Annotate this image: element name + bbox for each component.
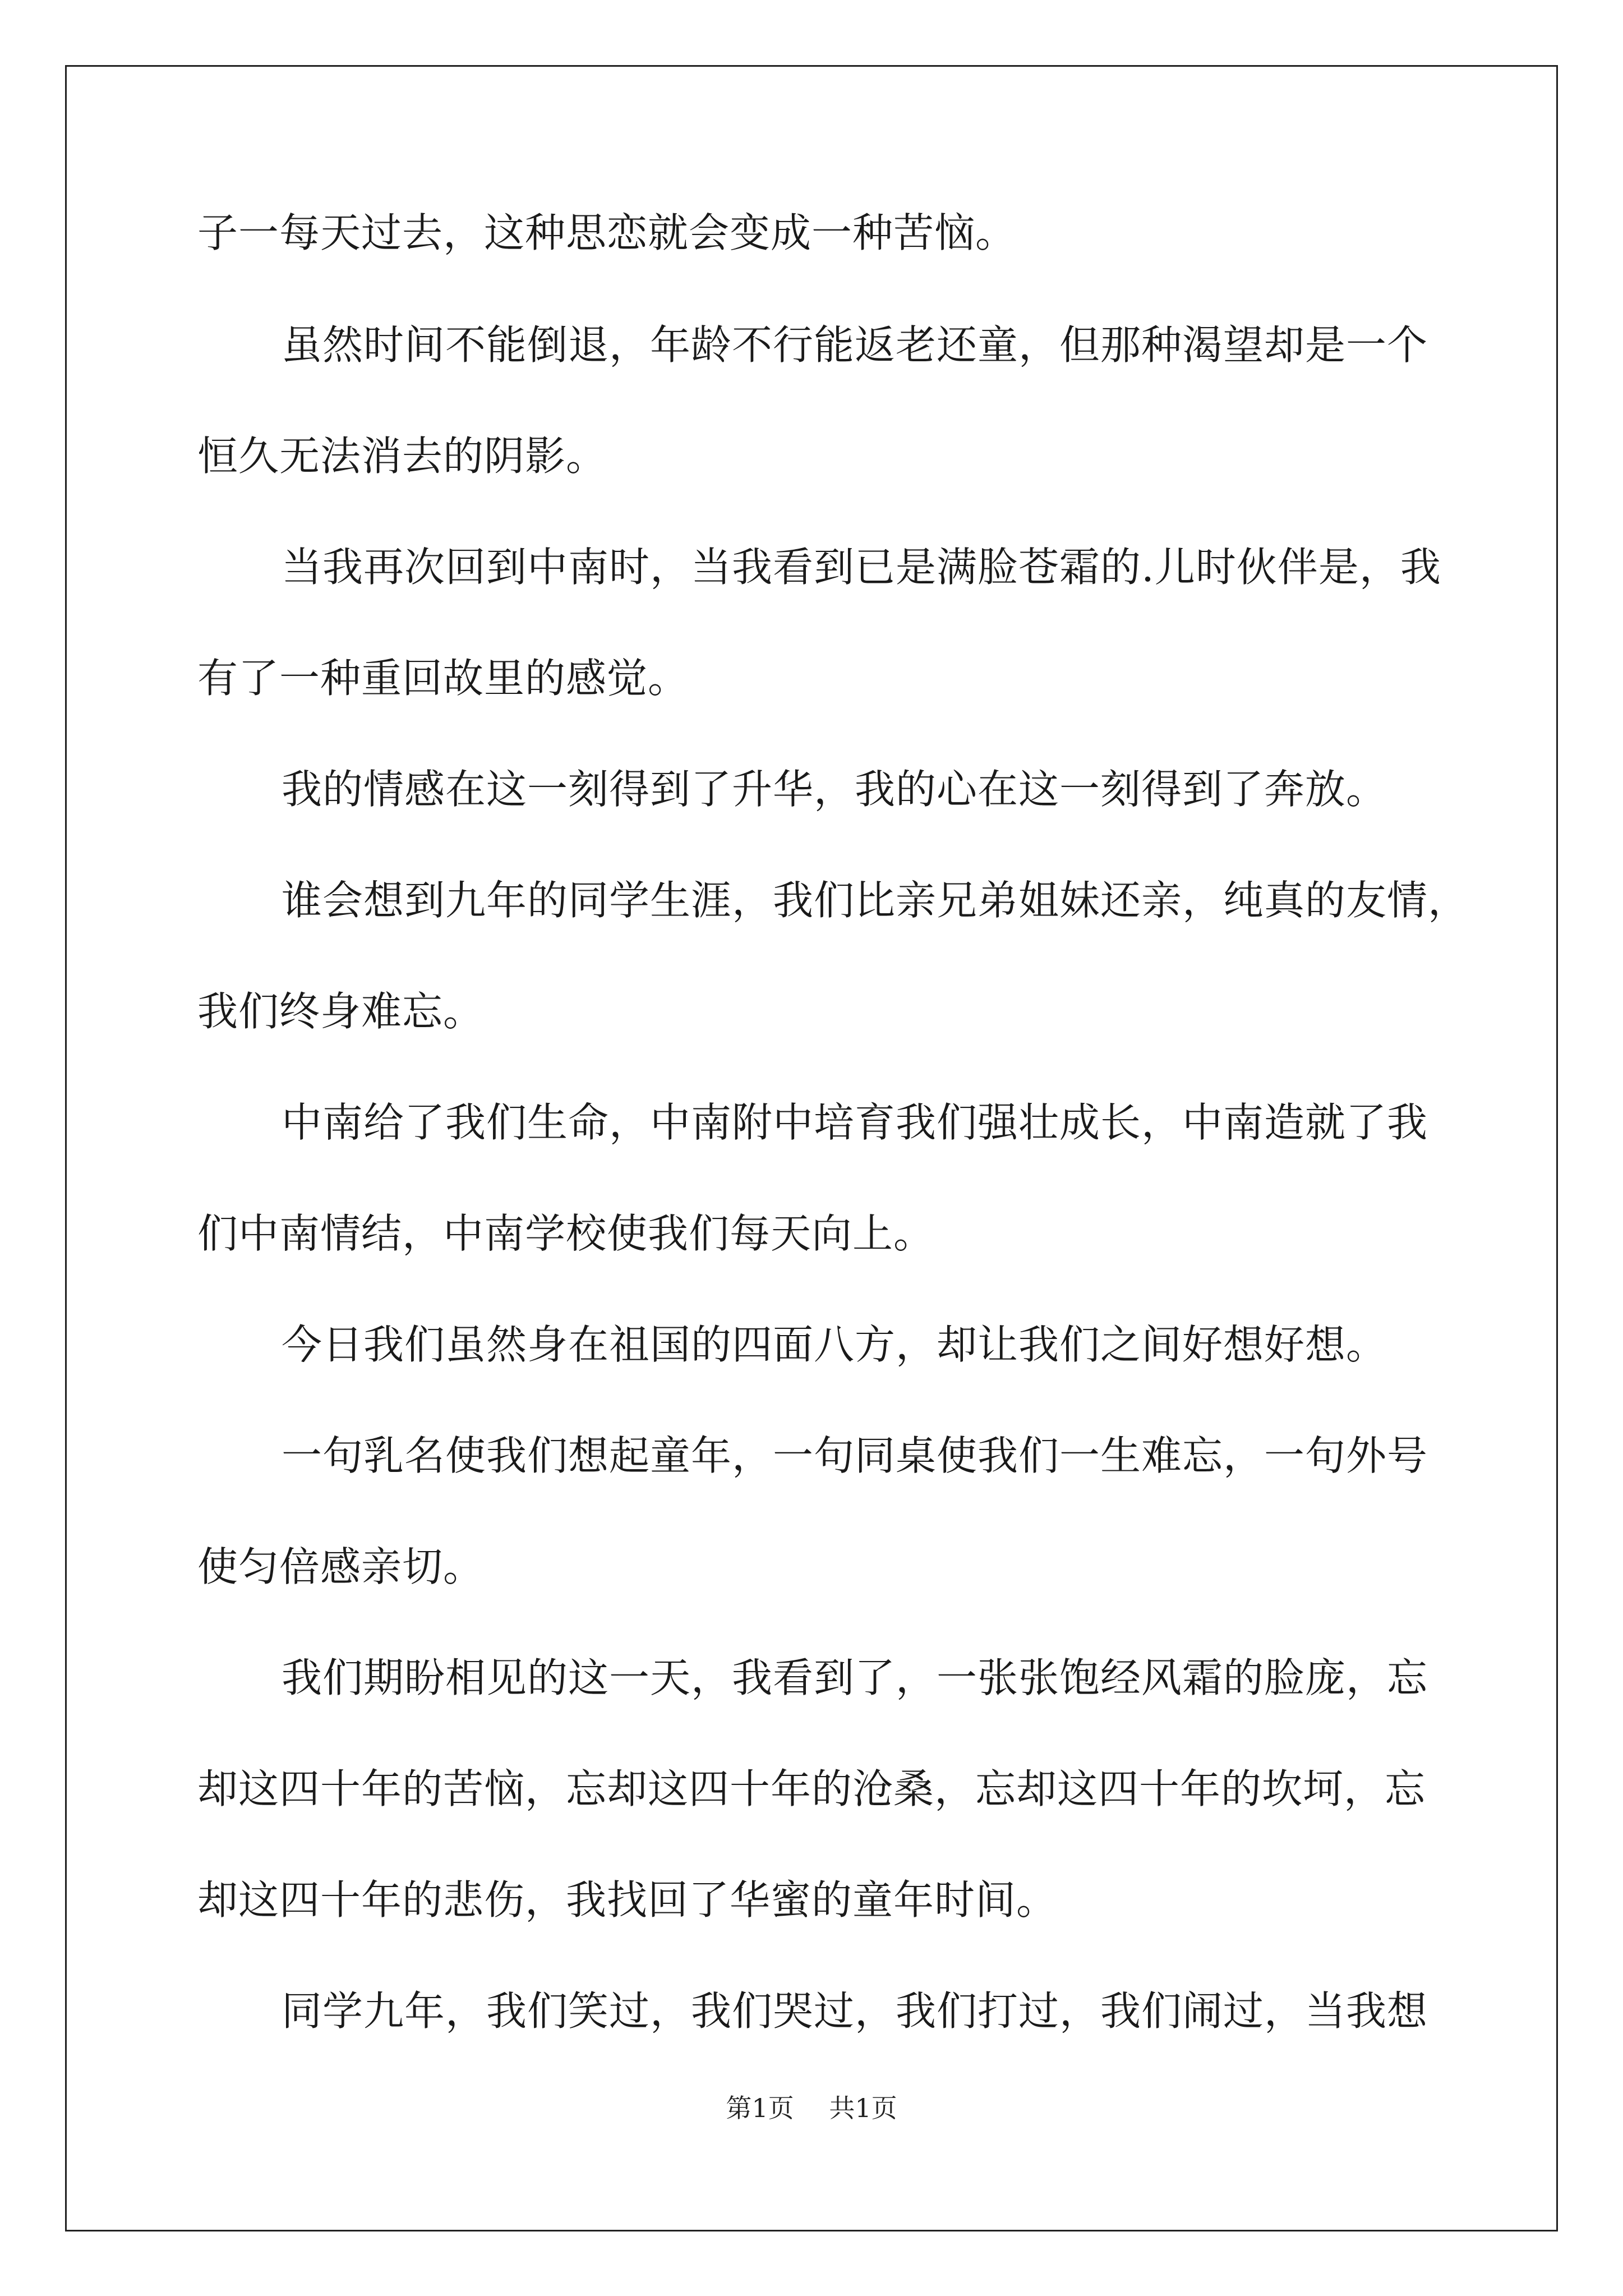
text-line: 子一每天过去，这种思恋就会变成一种苦恼。 (197, 209, 1017, 256)
text-line: 我们终身难忘。 (197, 988, 485, 1035)
page-number-current: 第1页 (726, 2093, 794, 2123)
text-line: 使匀倍感亲切。 (197, 1543, 485, 1590)
page-number-total: 共1页 (829, 2093, 897, 2123)
text-line: 虽然时间不能倒退，年龄不行能返老还童，但那种渴望却是一个 (282, 321, 1428, 369)
text-line: 恒久无法消去的阴影。 (197, 432, 607, 480)
text-line: 今日我们虽然身在祖国的四面八方，却让我们之间好想好想。 (282, 1321, 1387, 1368)
text-line: 我们期盼相见的这一天，我看到了，一张张饱经风霜的脸庞，忘 (282, 1654, 1428, 1701)
text-line: 们中南情结，中南学校使我们每天向上。 (197, 1210, 935, 1257)
text-line: 同学九年，我们笑过，我们哭过，我们打过，我们闹过，当我想 (282, 1987, 1428, 2035)
text-line: 却这四十年的悲伤，我找回了华蜜的童年时间。 (197, 1876, 1058, 1924)
text-line: 我的情感在这一刻得到了升华，我的心在这一刻得到了奔放。 (282, 766, 1387, 813)
text-line: 却这四十年的苦恼，忘却这四十年的沧桑，忘却这四十年的坎坷，忘 (197, 1765, 1426, 1812)
page-footer (0, 2091, 1623, 2125)
text-line: 谁会想到九年的同学生涯，我们比亲兄弟姐妹还亲，纯真的友情， (282, 877, 1469, 924)
text-line: 一句乳名使我们想起童年，一句同桌使我们一生难忘，一句外号 (282, 1432, 1428, 1479)
text-line: 中南给了我们生命，中南附中培育我们强壮成长，中南造就了我 (282, 1099, 1428, 1146)
text-line: 当我再次回到中南时，当我看到已是满脸苍霜的.儿时伙伴是，我 (282, 544, 1441, 591)
text-line: 有了一种重回故里的感觉。 (197, 655, 689, 702)
